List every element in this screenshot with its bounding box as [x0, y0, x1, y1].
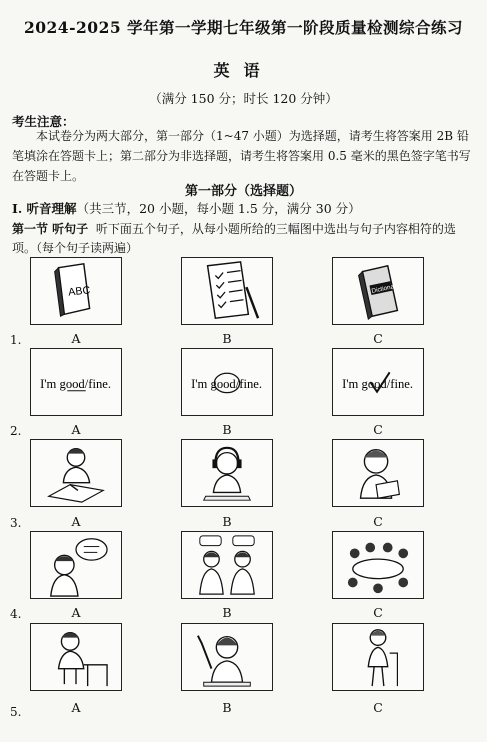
option-b-label: B — [222, 605, 232, 620]
question-number: 3. — [10, 516, 22, 530]
option-c-label: C — [373, 605, 383, 620]
option-c-label: C — [373, 514, 383, 529]
q5-option-c-picture — [332, 623, 424, 691]
q2-b-text: I'm good/fine. — [191, 376, 263, 391]
q2-c-text: I'm good/fine. — [342, 376, 414, 391]
group-table-icon — [333, 532, 423, 598]
option-c-label: C — [373, 700, 383, 715]
q5-option-b-picture — [181, 623, 273, 691]
section-label: I. 听音理解 — [12, 201, 77, 216]
q3-option-b-picture — [181, 439, 273, 507]
q4-option-c-picture — [332, 531, 424, 599]
q4-option-b-picture — [181, 531, 273, 599]
dictionary-icon — [333, 258, 423, 324]
exam-info: （满分 150 分；时长 120 分钟） — [149, 91, 338, 106]
question-number: 4. — [10, 607, 22, 621]
option-c-label: C — [373, 422, 383, 437]
exam-title: 2024-2025 学年第一学期七年级第一阶段质量检测综合练习 — [23, 18, 464, 37]
part1-title: 第一部分（选择题） — [184, 184, 302, 199]
boy-speaking-icon — [31, 532, 121, 598]
q2-option-b-picture — [181, 348, 273, 416]
section-heading — [12, 199, 361, 217]
dictionary-cover-text: Dictionary — [370, 282, 400, 295]
q5-option-a-picture — [30, 623, 122, 691]
subsection-label: 第一节 听句子 — [12, 222, 89, 236]
two-kids-talking-icon — [182, 532, 272, 598]
boy-sitting-icon — [31, 624, 121, 690]
q2-a-text: I'm good/fine. — [40, 376, 112, 391]
girl-headphones-icon — [182, 440, 272, 506]
girl-raising-hand-icon — [182, 624, 272, 690]
option-a-label: A — [71, 422, 81, 437]
q1-option-c-picture — [332, 257, 424, 325]
subject-title: 英语 — [213, 61, 274, 80]
notice-heading: 考生注意： — [12, 114, 75, 129]
section-desc: （共三节，20 小题，每小题 1.5 分，满分 30 分） — [76, 201, 361, 216]
q3-option-c-picture — [332, 439, 424, 507]
q4-option-a-picture — [30, 531, 122, 599]
option-c-label: C — [373, 331, 383, 346]
q2-option-c-picture — [332, 348, 424, 416]
q1-option-a-picture — [30, 257, 122, 325]
q2-option-a-picture — [30, 348, 122, 416]
book-cover-text: ABC — [67, 284, 91, 299]
option-a-label: A — [71, 700, 81, 715]
checklist-icon — [182, 258, 272, 324]
girl-standing-icon — [333, 624, 423, 690]
question-number: 2. — [10, 424, 22, 438]
boy-reading-icon — [333, 440, 423, 506]
question-number: 5. — [10, 705, 22, 719]
question-number: 1. — [10, 333, 22, 347]
q1-option-b-picture — [181, 257, 273, 325]
option-a-label: A — [71, 605, 81, 620]
option-b-label: B — [222, 700, 232, 715]
speech-bubble-icon — [76, 539, 107, 560]
notice-body: 本试卷分为两大部分，第一部分（1~47 小题）为选择题，请考生将答案用 2B 铅笔填涂在答题卡上；第二部分为非选择题，请考生将答案用 0.5 毫米的黑色签字笔书写在答题卡上。 — [12, 129, 471, 183]
book-icon — [31, 258, 121, 324]
subsection-desc: 听下面五个句子，从每小题所给的三幅图中选出与句子内容相符的选项。（每个句子读两遍） — [12, 222, 456, 255]
boy-writing-icon — [31, 440, 121, 506]
subsection-heading — [12, 220, 478, 258]
option-a-label: A — [71, 331, 81, 346]
q3-option-a-picture — [30, 439, 122, 507]
option-b-label: B — [222, 331, 232, 346]
option-b-label: B — [222, 422, 232, 437]
option-a-label: A — [71, 514, 81, 529]
option-b-label: B — [222, 514, 232, 529]
